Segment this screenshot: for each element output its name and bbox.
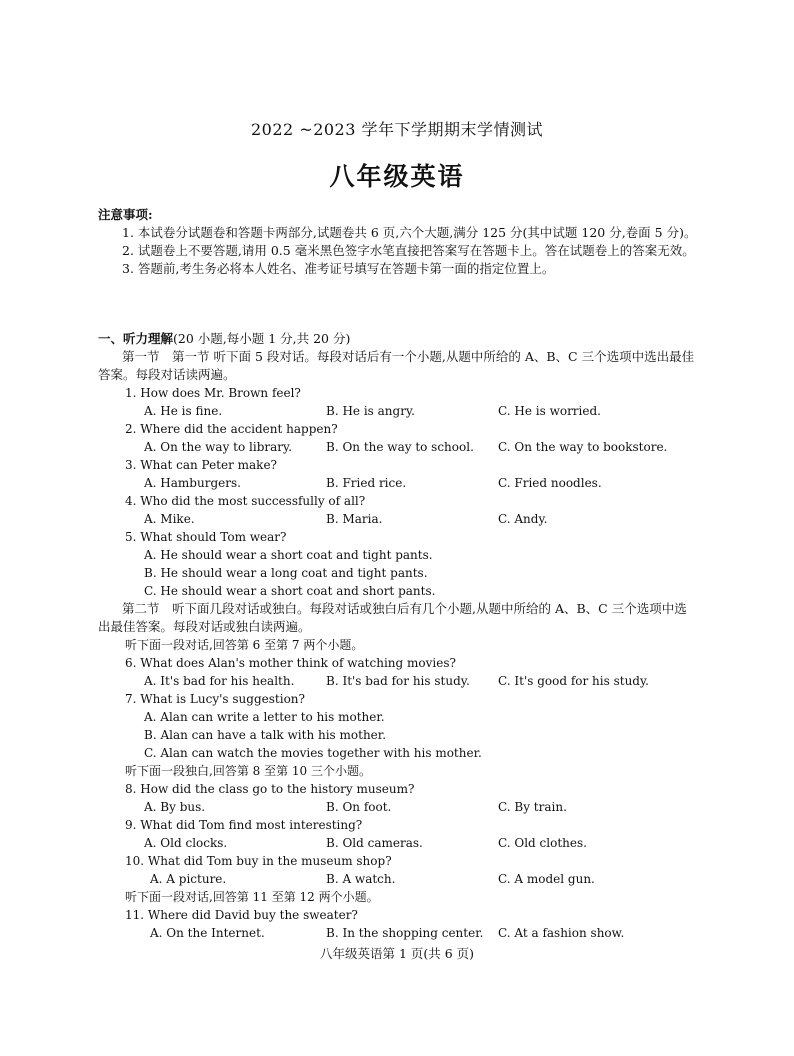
option-a: A. Old clocks. bbox=[144, 836, 228, 850]
option-a: A. Alan can write a letter to his mother. bbox=[144, 710, 385, 724]
notice-section bbox=[98, 206, 698, 278]
part2-section bbox=[98, 600, 698, 636]
option-c: C. At a fashion show. bbox=[498, 926, 625, 940]
instruction-11-12: 听下面一段对话,回答第 11 至第 12 两个小题。 bbox=[125, 890, 379, 904]
option-b: B. Maria. bbox=[326, 512, 383, 526]
option-b: B. Old cameras. bbox=[326, 836, 423, 850]
question-4: 4. Who did the most successfully of all? bbox=[125, 494, 366, 508]
option-a: A. By bus. bbox=[144, 800, 206, 814]
instruction-8-10: 听下面一段独白,回答第 8 至第 10 三个小题。 bbox=[125, 764, 371, 778]
notice-heading: 注意事项: bbox=[98, 207, 153, 222]
question-1: 1. How does Mr. Brown feel? bbox=[125, 386, 301, 400]
option-a: A. Mike. bbox=[144, 512, 195, 526]
option-c: C. Andy. bbox=[498, 512, 548, 526]
option-a: A. Hamburgers. bbox=[144, 476, 241, 490]
option-c: C. On the way to bookstore. bbox=[498, 440, 668, 454]
option-a: A. It's bad for his health. bbox=[144, 674, 295, 688]
option-b: B. He should wear a long coat and tight pants. bbox=[144, 566, 428, 580]
exam-title: 2022 ~2023 学年下学期期末学情测试 bbox=[250, 120, 544, 139]
question-7: 7. What is Lucy's suggestion? bbox=[125, 692, 305, 706]
option-c: C. By train. bbox=[498, 800, 567, 814]
question-5: 5. What should Tom wear? bbox=[125, 530, 287, 544]
section1-heading: 一、听力理解 bbox=[98, 331, 174, 346]
section1-note: (20 小题,每小题 1 分,共 20 分) bbox=[173, 331, 351, 346]
option-b: B. It's bad for his study. bbox=[326, 674, 470, 688]
option-c: C. Old clothes. bbox=[498, 836, 587, 850]
question-3: 3. What can Peter make? bbox=[125, 458, 277, 472]
question-8: 8. How did the class go to the history museum? bbox=[125, 782, 415, 796]
notice-item: 1. 本试卷分试题卷和答题卡两部分,试题卷共 6 页,六个大题,满分 125 分(其中试题 120 分,卷面 5 分)。 bbox=[122, 225, 697, 240]
question-11: 11. Where did David buy the sweater? bbox=[125, 908, 358, 922]
part1-intro: 第一节 第一节 听下面 5 段对话。每段对话后有一个小题,从题中所给的 A、B、C 三个选项中选出最佳答案。每段对话读两遍。 bbox=[98, 349, 695, 382]
option-b: B. He is angry. bbox=[326, 404, 415, 418]
option-a: A. He is fine. bbox=[144, 404, 223, 418]
option-a: A. A picture. bbox=[150, 872, 227, 886]
page-footer: 八年级英语第 1 页(共 6 页) bbox=[319, 946, 475, 961]
option-c: C. It's good for his study. bbox=[498, 674, 649, 688]
option-b: B. On the way to school. bbox=[326, 440, 474, 454]
question-2: 2. Where did the accident happen? bbox=[125, 422, 338, 436]
subject-title: 八年级英语 bbox=[329, 162, 465, 191]
option-c: C. Alan can watch the movies together with his mother. bbox=[144, 746, 482, 760]
question-6: 6. What does Alan's mother think of watching movies? bbox=[125, 656, 456, 670]
option-b: B. Alan can have a talk with his mother. bbox=[144, 728, 387, 742]
option-b: B. On foot. bbox=[326, 800, 392, 814]
part2-intro: 第二节 听下面几段对话或独白。每段对话或独白后有几个小题,从题中所给的 A、B、C 三个选项中选出最佳答案。每段对话或独白读两遍。 bbox=[98, 601, 687, 634]
option-c: C. Fried noodles. bbox=[498, 476, 602, 490]
option-b: B. Fried rice. bbox=[326, 476, 407, 490]
notice-item: 2. 试题卷上不要答题,请用 0.5 毫米黑色签字水笔直接把答案写在答题卡上。答在试题卷上的答案无效。 bbox=[122, 243, 695, 258]
option-a: A. On the Internet. bbox=[150, 926, 265, 940]
notice-item: 3. 答题前,考生务必将本人姓名、准考证号填写在答题卡第一面的指定位置上。 bbox=[122, 261, 555, 276]
option-a: A. He should wear a short coat and tight pants. bbox=[144, 548, 433, 562]
option-b: B. In the shopping center. bbox=[326, 926, 484, 940]
question-10: 10. What did Tom buy in the museum shop? bbox=[125, 854, 392, 868]
question-9: 9. What did Tom find most interesting? bbox=[125, 818, 363, 832]
option-c: C. He should wear a short coat and short pants. bbox=[144, 584, 436, 598]
section1-header bbox=[98, 330, 698, 384]
option-b: B. A watch. bbox=[326, 872, 396, 886]
option-a: A. On the way to library. bbox=[144, 440, 293, 454]
instruction-6-7: 听下面一段对话,回答第 6 至第 7 两个小题。 bbox=[125, 638, 364, 652]
option-c: C. He is worried. bbox=[498, 404, 601, 418]
option-c: C. A model gun. bbox=[498, 872, 595, 886]
